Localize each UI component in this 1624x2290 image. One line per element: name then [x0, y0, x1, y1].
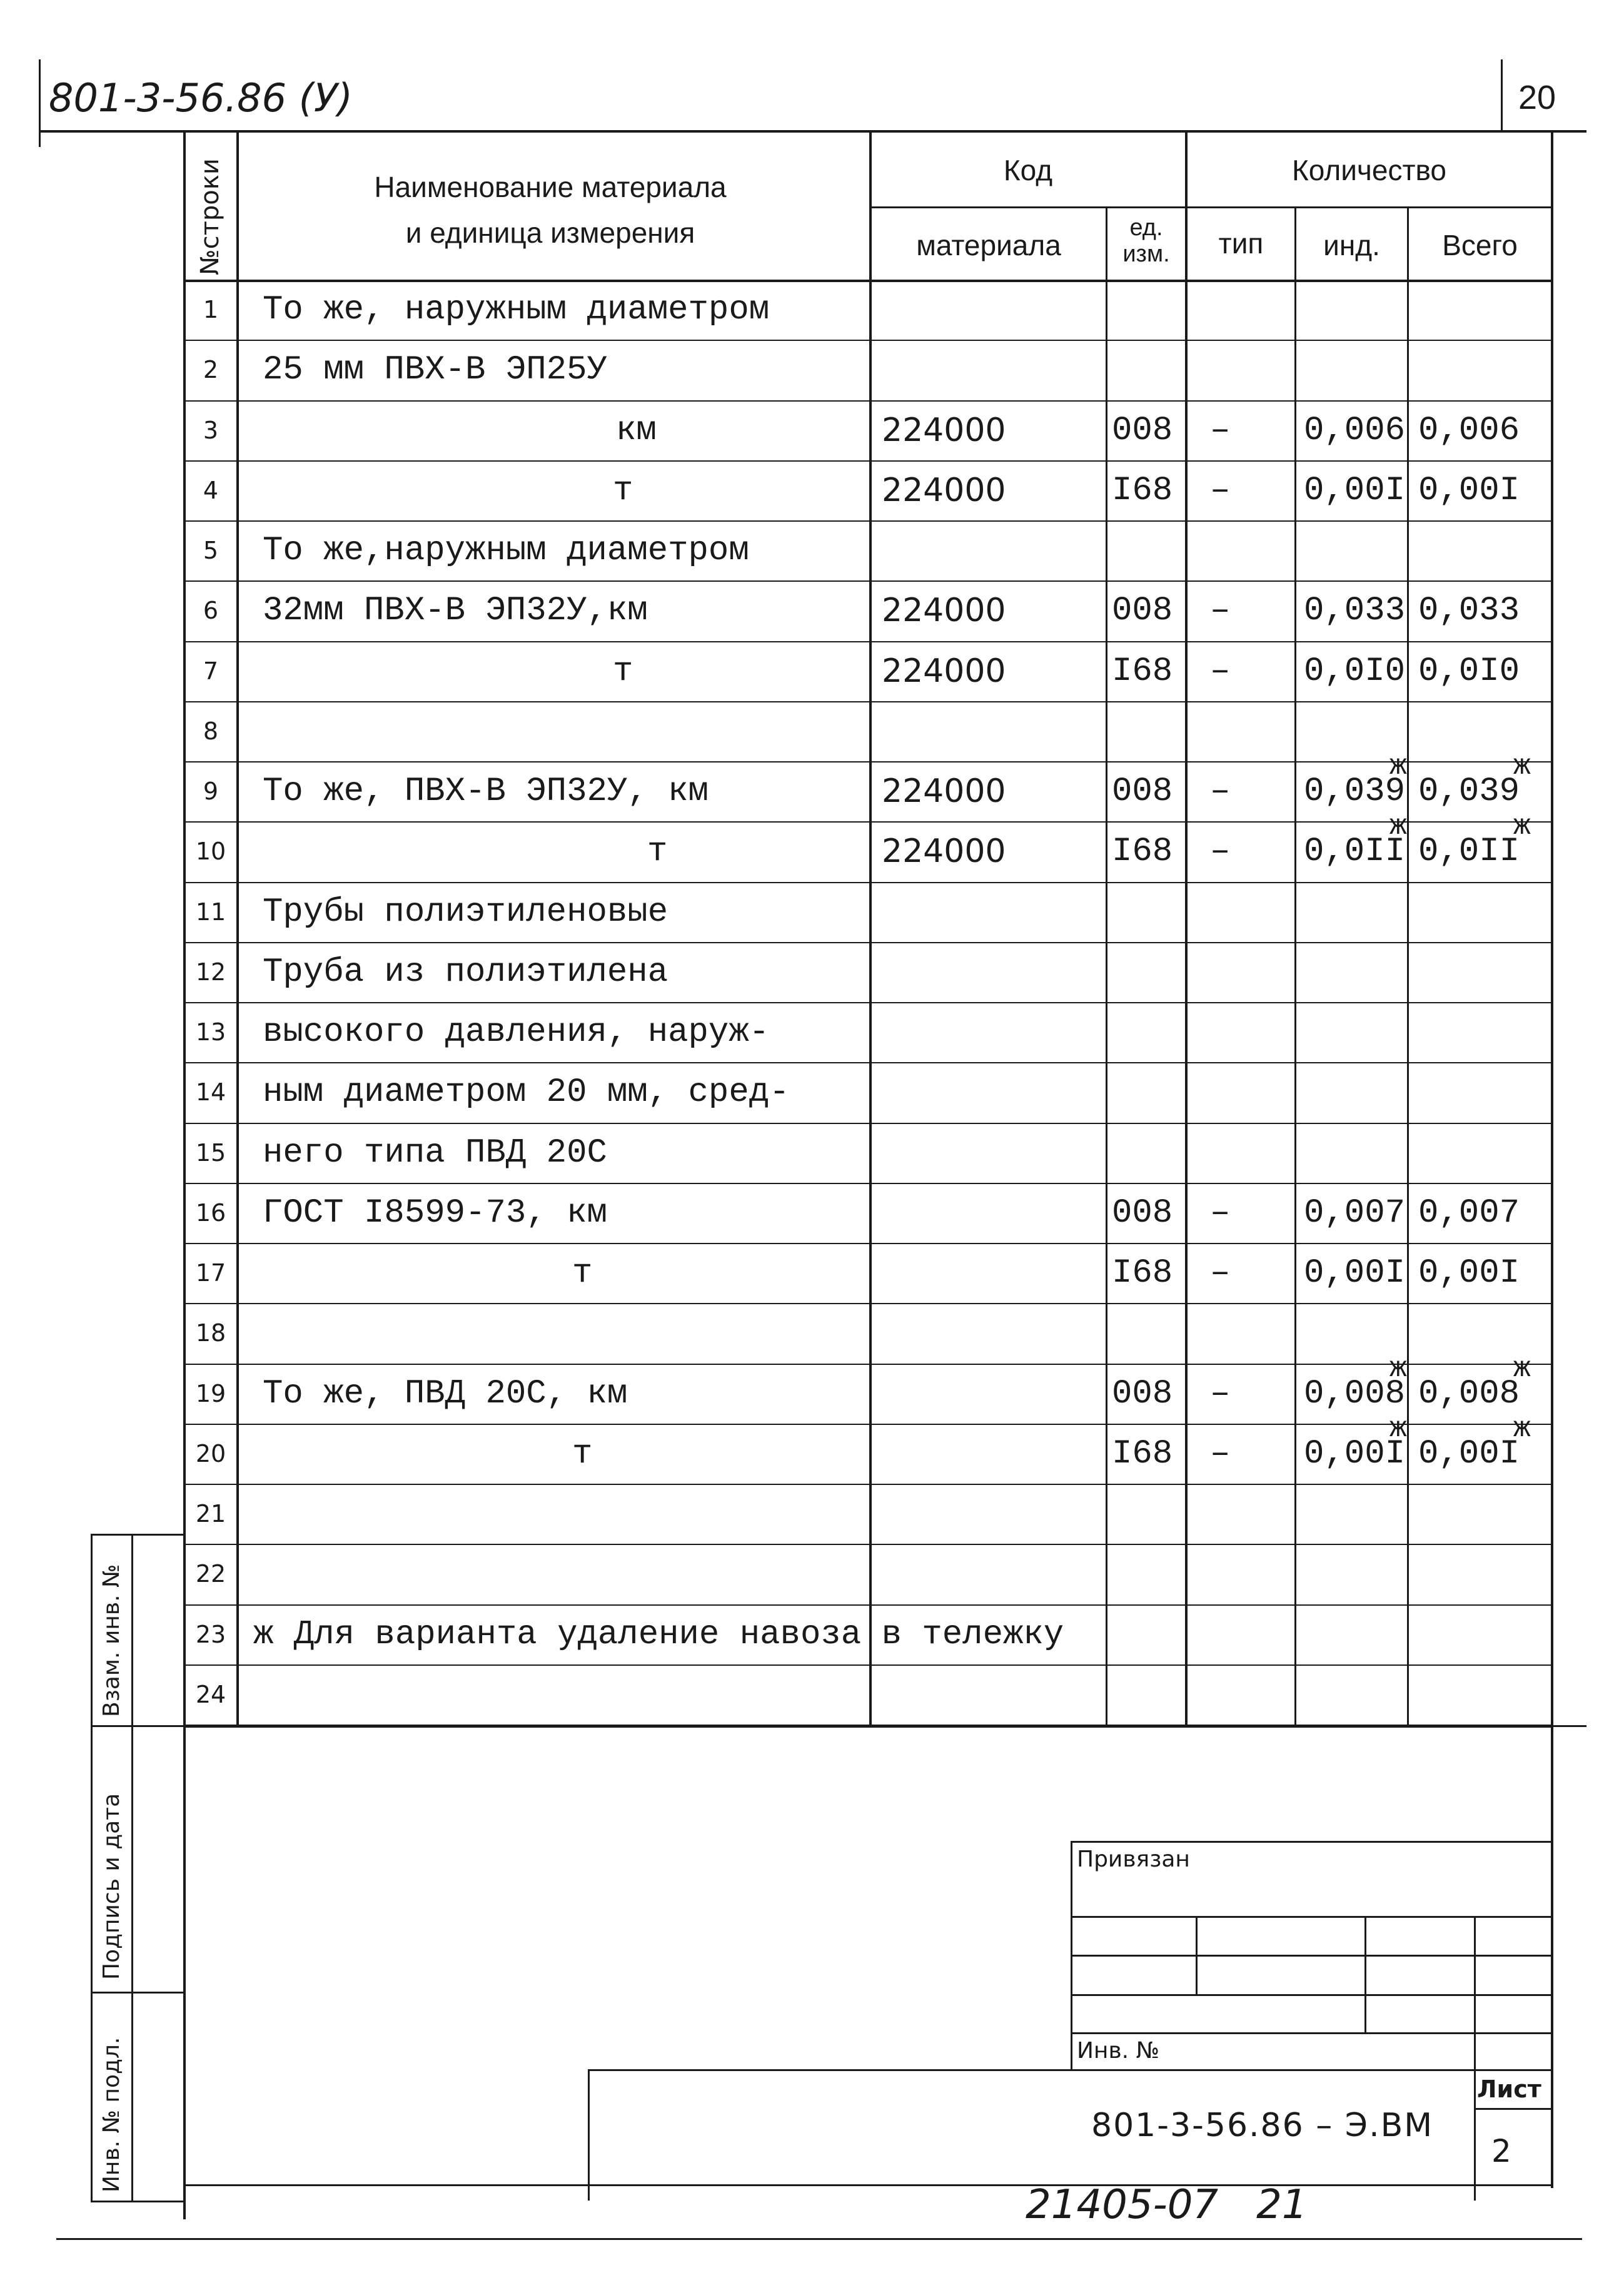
stamp-privyazan: Привязан [1077, 1847, 1190, 1872]
row-name: То же,наружным диаметром [263, 532, 749, 570]
row-number: 18 [195, 1319, 226, 1347]
row-type: – [1210, 773, 1231, 811]
table-row-line [183, 761, 1551, 762]
asterisk-mark: ж [1389, 1412, 1407, 1445]
frame-top-line [39, 130, 1586, 133]
asterisk-mark: ж [1513, 1352, 1531, 1385]
side-strip-div2 [91, 1992, 183, 1994]
table-row-line [183, 821, 1551, 823]
title-block-top [588, 2069, 1551, 2071]
list-label-line [1474, 2108, 1551, 2110]
table-row-line [183, 641, 1551, 642]
frame-left-top [39, 59, 41, 147]
stamp-sheet-number: 2 [1491, 2133, 1511, 2169]
table-row-line [183, 460, 1551, 462]
row-number: 23 [195, 1620, 226, 1648]
table-right-border [1551, 130, 1553, 2188]
row-name: ным диаметром 20 мм, сред- [263, 1073, 790, 1112]
row-number: 1 [203, 296, 219, 323]
header-row-number: №строки [196, 158, 224, 275]
row-name: т [613, 652, 633, 691]
row-total: 0,007 [1418, 1193, 1520, 1232]
stamp-line-3 [1071, 1955, 1551, 1957]
row-name: То же, ПВД 20С, км [263, 1374, 628, 1413]
row-ind: 0,00I [1304, 1254, 1406, 1292]
row-number: 9 [203, 778, 219, 805]
stamp-line-5 [1071, 2032, 1551, 2034]
row-type: – [1210, 1374, 1231, 1413]
table-row-line [183, 1002, 1551, 1003]
header-qty-total: Всего [1442, 229, 1518, 261]
col-divider-code [1106, 206, 1107, 1726]
row-number: 6 [203, 597, 219, 625]
row-type: – [1210, 411, 1231, 450]
table-row-line [183, 1364, 1551, 1365]
row-number: 10 [195, 838, 226, 866]
side-strip-left [91, 1534, 93, 2201]
row-name: 32мм ПВХ-В ЭП32У,км [263, 592, 648, 631]
row-number: 14 [195, 1078, 226, 1107]
row-type: – [1210, 652, 1231, 691]
row-name: ж Для варианта удаление навоза в тележку [253, 1615, 1064, 1654]
side-label-podpis: Подпись и дата [99, 1793, 124, 1980]
row-name: т [572, 1254, 593, 1292]
stamp-col-1 [1196, 1916, 1198, 1994]
stamp-line-2 [1071, 1916, 1551, 1918]
row-name: высокого давления, наруж- [263, 1013, 770, 1051]
row-ind: 0,006 [1304, 411, 1406, 450]
stamp-line-1 [1071, 1841, 1551, 1843]
header-name-line2: и единица измерения [405, 216, 695, 249]
row-name: Труба из полиэтилена [263, 953, 668, 991]
row-total: 0,006 [1418, 411, 1520, 450]
row-number: 24 [195, 1680, 226, 1708]
stamp-inv-no: Инв. № [1077, 2038, 1160, 2064]
row-ind: 0,033 [1304, 592, 1406, 631]
stamp-col-2 [1364, 1916, 1366, 2032]
row-ind: 0,008 [1304, 1374, 1406, 1413]
row-name: т [572, 1434, 593, 1473]
row-ind: 0,039 [1304, 773, 1406, 811]
col-divider-name [869, 130, 872, 1726]
row-number: 8 [203, 717, 219, 745]
row-name: т [647, 833, 668, 871]
table-row-line [183, 882, 1551, 883]
row-total: 0,0I0 [1418, 652, 1520, 691]
side-label-vzam: Взам. инв. № [99, 1564, 124, 1717]
header-code: Код [1003, 154, 1053, 186]
row-ind: 0,00I [1304, 471, 1406, 510]
side-strip-bottom [91, 2201, 183, 2202]
stamp-document-code: 801-3-56.86 – Э.ВМ [1091, 2107, 1434, 2144]
row-name: него типа ПВД 20С [263, 1133, 607, 1172]
document-code-top: 801-3-56.86 (У) [49, 75, 353, 121]
row-name: ГОСТ I8599-73, км [263, 1193, 607, 1232]
stamp-line-4 [1071, 1994, 1551, 1996]
row-number: 3 [203, 416, 219, 444]
row-code: 224000 [882, 471, 1006, 509]
row-unit: 008 [1112, 1193, 1173, 1232]
row-unit: 008 [1112, 773, 1173, 811]
title-block-bottom [183, 2184, 1551, 2186]
row-total: 0,008 [1418, 1374, 1520, 1413]
row-unit: I68 [1112, 833, 1173, 871]
row-unit: I68 [1112, 1254, 1173, 1292]
row-code: 224000 [882, 652, 1006, 690]
row-ind: 0,007 [1304, 1193, 1406, 1232]
table-row-line [183, 580, 1551, 582]
header-code-unit-text: ед. изм. [1122, 215, 1170, 267]
table-row-line [183, 1544, 1551, 1545]
table-row-line [183, 1062, 1551, 1063]
table-row-line [183, 1664, 1551, 1666]
row-number: 13 [195, 1018, 226, 1046]
row-number: 19 [195, 1379, 226, 1407]
row-type: – [1210, 592, 1231, 631]
table-row-line [183, 1183, 1551, 1184]
side-strip-mid [131, 1534, 133, 2201]
table-row-line [183, 942, 1551, 943]
header-code-unit [1107, 215, 1185, 267]
page-number-divider [1501, 59, 1503, 130]
row-code: 224000 [882, 833, 1006, 871]
row-number: 22 [195, 1560, 226, 1588]
header-code-material: материала [916, 229, 1061, 261]
side-label-inv-podl: Инв. № подл. [99, 2037, 124, 2192]
row-code: 224000 [882, 411, 1006, 449]
header-qty-ind: инд. [1323, 229, 1380, 261]
row-total: 0,0II [1418, 833, 1520, 871]
row-type: – [1210, 1254, 1231, 1292]
row-unit: 008 [1112, 592, 1173, 631]
row-total: 0,00I [1418, 1254, 1520, 1292]
row-number: 5 [203, 537, 219, 564]
col-divider-ind [1407, 206, 1409, 1726]
row-number: 15 [195, 1138, 226, 1167]
page-number: 20 [1518, 79, 1556, 116]
row-code: 224000 [882, 773, 1006, 810]
row-number: 11 [195, 898, 226, 926]
header-subline [869, 206, 1551, 208]
row-type: – [1210, 1434, 1231, 1473]
row-code: 224000 [882, 592, 1006, 630]
asterisk-mark: ж [1513, 1412, 1531, 1445]
table-row-line [183, 1303, 1551, 1304]
table-row-line [183, 1424, 1551, 1425]
row-number: 17 [195, 1259, 226, 1287]
row-number: 7 [203, 657, 219, 685]
title-block-left [588, 2069, 590, 2201]
side-strip-div1 [91, 1725, 183, 1727]
row-ind: 0,0I0 [1304, 652, 1406, 691]
table-row-line [183, 701, 1551, 702]
header-name-line1: Наименование материала [374, 171, 727, 203]
asterisk-mark: ж [1389, 810, 1407, 843]
row-unit: 008 [1112, 411, 1173, 450]
row-type: – [1210, 833, 1231, 871]
row-unit: I68 [1112, 652, 1173, 691]
row-name: т [613, 471, 633, 510]
row-number: 21 [195, 1500, 226, 1528]
table-row-line [183, 520, 1551, 522]
row-total: 0,00I [1418, 1434, 1520, 1473]
table-row-line [183, 1123, 1551, 1124]
row-number: 4 [203, 476, 219, 504]
table-row-line [183, 340, 1551, 341]
row-name: То же, ПВХ-В ЭП32У, км [263, 773, 709, 811]
row-unit: I68 [1112, 1434, 1173, 1473]
row-type: – [1210, 1193, 1231, 1232]
row-total: 0,039 [1418, 773, 1520, 811]
col-divider-type [1294, 206, 1296, 1726]
row-name: км [616, 411, 657, 450]
row-number: 2 [203, 356, 219, 384]
asterisk-mark: ж [1513, 750, 1531, 783]
row-ind: 0,0II [1304, 833, 1406, 871]
bottom-handwritten-number: 21405-07 21 [1026, 2182, 1308, 2228]
table-bottom-line [183, 1725, 1551, 1728]
row-name: То же, наружным диаметром [263, 291, 770, 329]
header-bottom-line [183, 280, 1551, 282]
stamp-col-3 [1474, 1916, 1476, 2201]
stamp-list-label: Лист [1477, 2075, 1541, 2103]
row-name: Трубы полиэтиленовые [263, 893, 668, 931]
row-name: 25 мм ПВХ-В ЭП25У [263, 351, 607, 390]
header-quantity: Количество [1291, 154, 1447, 186]
header-qty-type: тип [1218, 227, 1264, 260]
col-divider-unit [1185, 130, 1188, 1726]
row-unit: I68 [1112, 471, 1173, 510]
row-total: 0,033 [1418, 592, 1520, 631]
asterisk-mark: ж [1389, 750, 1407, 783]
row-number: 12 [195, 958, 226, 986]
row-number: 20 [195, 1439, 226, 1467]
asterisk-mark: ж [1389, 1352, 1407, 1385]
asterisk-mark: ж [1513, 810, 1531, 843]
row-type: – [1210, 471, 1231, 510]
row-total: 0,00I [1418, 471, 1520, 510]
table-row-line [183, 1243, 1551, 1244]
row-unit: 008 [1112, 1374, 1173, 1413]
stamp-top-extension [1551, 1725, 1586, 1727]
table-row-line [183, 400, 1551, 402]
row-number: 16 [195, 1198, 226, 1227]
page-bottom-rule [56, 2238, 1582, 2240]
side-strip-top [91, 1534, 183, 1536]
table-row-line [183, 1604, 1551, 1606]
row-ind: 0,00I [1304, 1434, 1406, 1473]
table-row-line [183, 1484, 1551, 1485]
